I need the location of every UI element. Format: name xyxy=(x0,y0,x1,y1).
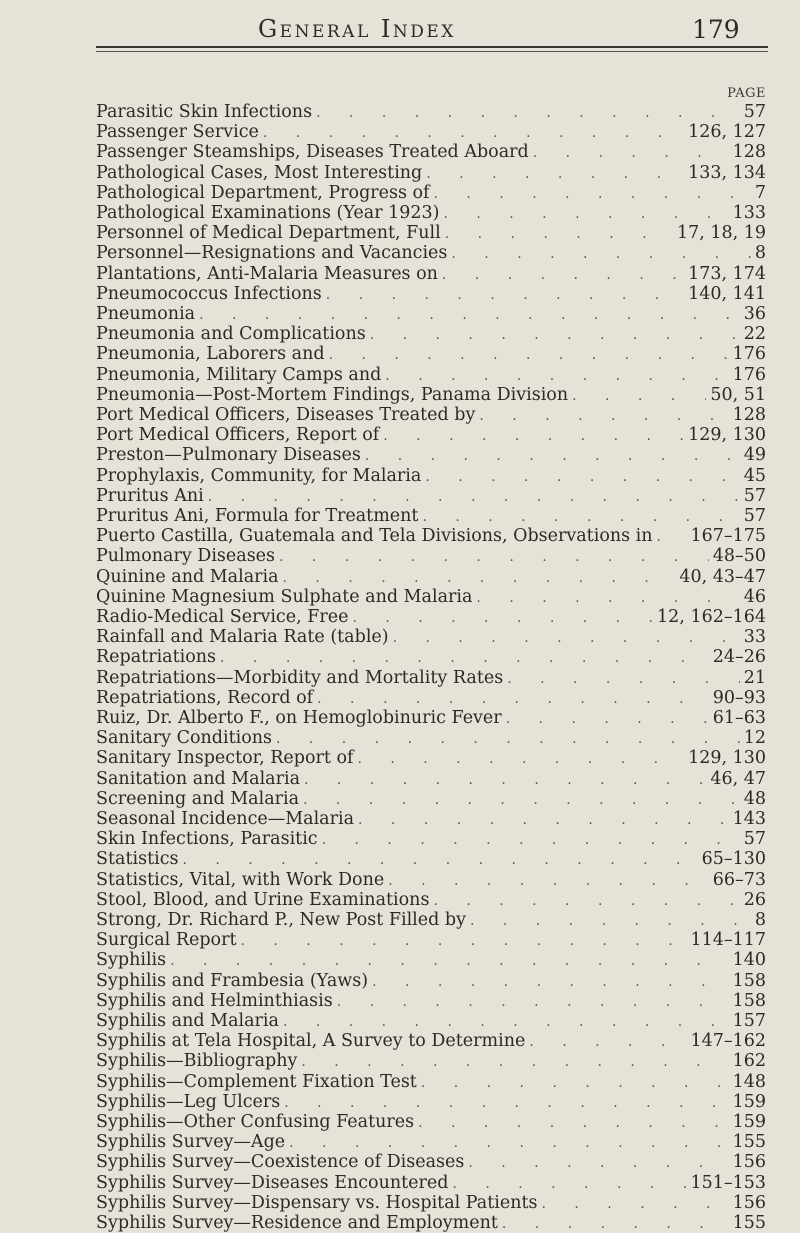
dot-leader xyxy=(170,951,728,970)
index-entry xyxy=(96,304,766,324)
index-entry xyxy=(96,1152,766,1172)
index-entry-term: Pneumonia, Military Camps and xyxy=(96,364,382,385)
index-entry-term: Syphilis at Tela Hospital, A Survey to Determine xyxy=(96,1031,526,1052)
index-entry-term: Syphilis Survey—Diseases Encountered xyxy=(96,1172,449,1193)
index-entry-page: 162 xyxy=(732,1051,766,1072)
index-entry-term: Syphilis Survey—Residence and Employment xyxy=(96,1213,498,1233)
index-entry-page: 24–26 xyxy=(712,647,766,668)
index-entry-term: Rainfall and Malaria Rate (table) xyxy=(96,627,389,648)
index-entry xyxy=(96,365,766,385)
index-entry-term: Pneumococcus Infections xyxy=(96,283,322,304)
dot-leader xyxy=(426,164,684,183)
index-entry-term: Skin Infections, Parasitic xyxy=(96,829,318,850)
index-entry-page: 7 xyxy=(754,182,766,203)
index-entry-page: 143 xyxy=(732,809,766,829)
index-entry-page: 45 xyxy=(743,465,766,486)
index-entry xyxy=(96,607,766,627)
index-entry-page: 57 xyxy=(743,506,766,526)
dot-leader xyxy=(284,1093,728,1112)
dot-leader xyxy=(357,749,684,768)
index-entry xyxy=(96,526,766,546)
index-entry-page: 22 xyxy=(743,324,766,345)
dot-leader xyxy=(433,891,739,910)
index-entry-page: 148 xyxy=(732,1071,766,1092)
index-entry-term: Port Medical Officers, Diseases Treated by xyxy=(96,405,476,425)
index-entry-term: Parasitic Skin Infections xyxy=(96,102,313,122)
dot-leader xyxy=(393,628,740,647)
page-header xyxy=(0,0,800,80)
index-entry-page: 26 xyxy=(743,889,766,910)
index-entry xyxy=(96,1031,766,1051)
dot-leader xyxy=(451,244,750,263)
index-entry-term: Syphilis and Helminthiasis xyxy=(96,990,333,1011)
dot-leader xyxy=(470,911,751,930)
index-entry-term: Pneumonia—Post-Mortem Findings, Panama Division xyxy=(96,384,569,405)
index-entry xyxy=(96,1072,766,1092)
index-entry-page: 176 xyxy=(732,344,766,365)
dot-leader xyxy=(365,446,740,465)
index-entry-page: 65–130 xyxy=(701,849,766,870)
index-entry xyxy=(96,769,766,789)
index-entry xyxy=(96,405,766,425)
index-entry-page: 151–153 xyxy=(690,1172,766,1193)
index-entry xyxy=(96,1213,766,1233)
index-entry-page: 57 xyxy=(743,829,766,850)
index-entry-page: 50, 51 xyxy=(710,384,766,405)
index-entry-page: 114–117 xyxy=(690,930,766,951)
index-entry-term: Repatriations—Morbidity and Mortality Rates xyxy=(96,667,504,688)
index-entry xyxy=(96,425,766,445)
dot-leader xyxy=(304,770,706,789)
index-entry-page: 36 xyxy=(743,304,766,324)
index-entry-page: 176 xyxy=(732,364,766,385)
index-entry-page: 57 xyxy=(743,102,766,122)
dot-leader xyxy=(182,850,697,869)
index-entry-term: Stool, Blood, and Urine Examinations xyxy=(96,889,430,910)
dot-leader xyxy=(241,931,687,950)
index-entry-term: Screening and Malaria xyxy=(96,788,300,809)
index-entry-page: 156 xyxy=(732,1152,766,1173)
index-entry-page: 128 xyxy=(732,405,766,425)
dot-leader xyxy=(317,689,709,708)
dot-leader xyxy=(572,386,706,405)
index-entry xyxy=(96,627,766,647)
index-entry-term: Seasonal Incidence—Malaria xyxy=(96,809,355,829)
dot-leader xyxy=(358,810,729,829)
index-entry-page: 159 xyxy=(732,1112,766,1132)
index-entry xyxy=(96,203,766,223)
index-entry xyxy=(96,1173,766,1193)
index-entry-term: Quinine and Malaria xyxy=(96,566,279,587)
index-entry-page: 46 xyxy=(743,586,766,607)
index-entry xyxy=(96,829,766,849)
index-entry-page: 129, 130 xyxy=(688,425,766,446)
index-entry-term: Strong, Dr. Richard P., New Post Filled by xyxy=(96,910,466,930)
index-entry-term: Personnel of Medical Department, Full xyxy=(96,223,441,244)
index-entry-term: Syphilis Survey—Age xyxy=(96,1132,286,1153)
dot-leader xyxy=(533,143,729,162)
index-entry-page: 17, 18, 19 xyxy=(676,223,766,244)
dot-leader xyxy=(657,527,687,546)
dot-leader xyxy=(283,1012,729,1031)
index-entry-page: 61–63 xyxy=(712,708,766,728)
index-entry-term: Syphilis and Malaria xyxy=(96,1011,279,1031)
dot-leader xyxy=(418,1113,729,1132)
dot-leader xyxy=(542,1194,729,1213)
dot-leader xyxy=(507,669,739,688)
index-entry xyxy=(96,445,766,465)
page-column-label: PAGE xyxy=(727,86,766,101)
dot-leader xyxy=(372,972,729,991)
index-entry xyxy=(96,587,766,607)
dot-leader xyxy=(445,224,673,243)
dot-leader xyxy=(370,325,740,344)
index-entry-term: Syphilis—Bibliography xyxy=(96,1051,298,1072)
dot-leader xyxy=(421,1073,729,1092)
index-entry-page: 48–50 xyxy=(712,546,766,567)
dot-leader xyxy=(385,366,728,385)
index-entry-page: 128 xyxy=(732,142,766,163)
index-entry-page: 173, 174 xyxy=(688,263,766,284)
index-entry-term: Syphilis—Complement Fixation Test xyxy=(96,1071,417,1092)
index-entry-term: Plantations, Anti-Malaria Measures on xyxy=(96,263,438,284)
index-entry-page: 12 xyxy=(743,728,766,749)
dot-leader xyxy=(322,830,740,849)
dot-leader xyxy=(326,285,684,304)
index-entry xyxy=(96,344,766,364)
index-entry-page: 12, 162–164 xyxy=(657,607,766,627)
index-entry xyxy=(96,567,766,587)
index-entry-page: 167–175 xyxy=(690,526,766,547)
index-entry xyxy=(96,910,766,930)
index-entry-page: 8 xyxy=(754,243,766,264)
dot-leader xyxy=(383,426,684,445)
index-entry-page: 133 xyxy=(732,203,766,223)
index-entry xyxy=(96,789,766,809)
index-entry-term: Radio-Medical Service, Free xyxy=(96,607,349,627)
index-entry-page: 46, 47 xyxy=(710,768,766,789)
dot-leader xyxy=(276,729,740,748)
index-entry-term: Sanitary Inspector, Report of xyxy=(96,748,354,769)
index-entry-page: 156 xyxy=(732,1192,766,1213)
index-entry-term: Sanitation and Malaria xyxy=(96,768,301,789)
index-entry-term: Preston—Pulmonary Diseases xyxy=(96,445,361,466)
index-entry-page: 49 xyxy=(743,445,766,466)
index-entry xyxy=(96,950,766,970)
dot-leader xyxy=(425,467,739,486)
index-entry-term: Ruiz, Dr. Alberto F., on Hemoglobinuric Fever xyxy=(96,708,502,728)
index-entry xyxy=(96,991,766,1011)
index-entry-term: Pathological Department, Progress of xyxy=(96,182,430,203)
index-entry xyxy=(96,142,766,162)
index-entry-term: Repatriations xyxy=(96,647,217,668)
index-entry xyxy=(96,506,766,526)
index-entry xyxy=(96,748,766,768)
index-entry-term: Pathological Examinations (Year 1923) xyxy=(96,203,440,223)
index-entry xyxy=(96,284,766,304)
index-entry xyxy=(96,1051,766,1071)
index-entry-page: 90–93 xyxy=(712,687,766,708)
index-entry xyxy=(96,1011,766,1031)
index-entry xyxy=(96,870,766,890)
index-entry-page: 40, 43–47 xyxy=(679,566,766,587)
dot-leader xyxy=(283,568,676,587)
index-entry-page: 66–73 xyxy=(712,869,766,890)
index-entry xyxy=(96,102,766,122)
dot-leader xyxy=(434,184,751,203)
index-entry xyxy=(96,486,766,506)
index-entry-page: 140, 141 xyxy=(688,283,766,304)
index-entry-page: 8 xyxy=(754,910,766,930)
index-entry xyxy=(96,668,766,688)
index-entry-term: Pulmonary Diseases xyxy=(96,546,276,567)
dot-leader xyxy=(479,406,728,425)
dot-leader xyxy=(199,305,740,324)
index-entry xyxy=(96,385,766,405)
page-number: 179 xyxy=(692,15,740,44)
index-entry-term: Pneumonia and Complications xyxy=(96,324,366,345)
index-entry-page: 140 xyxy=(732,950,766,971)
index-entry-page: 126, 127 xyxy=(688,122,766,143)
index-entry xyxy=(96,163,766,183)
dot-leader xyxy=(329,345,729,364)
index-entry-page: 157 xyxy=(732,1011,766,1031)
index-entry-page: 159 xyxy=(732,1091,766,1112)
index-entry-term: Port Medical Officers, Report of xyxy=(96,425,380,446)
dot-leader xyxy=(388,871,708,890)
index-entry xyxy=(96,688,766,708)
running-title: General Index xyxy=(258,15,456,43)
index-entry-page: 147–162 xyxy=(690,1031,766,1052)
dot-leader xyxy=(289,1133,728,1152)
index-entry xyxy=(96,809,766,829)
index-entry-term: Repatriations, Record of xyxy=(96,687,314,708)
index-entry xyxy=(96,1193,766,1213)
index-entry-page: 21 xyxy=(743,667,766,688)
dot-leader xyxy=(422,507,739,526)
dot-leader xyxy=(208,487,740,506)
index-entry xyxy=(96,122,766,142)
index-entry-term: Personnel—Resignations and Vacancies xyxy=(96,243,448,264)
index-entry-page: 133, 134 xyxy=(688,162,766,183)
index-entry xyxy=(96,264,766,284)
index-entry xyxy=(96,708,766,728)
index-entry-term: Statistics xyxy=(96,849,179,870)
index-entry-page: 48 xyxy=(743,788,766,809)
index-entry-term: Pruritus Ani, Formula for Treatment xyxy=(96,506,419,526)
index-entry-page: 158 xyxy=(732,970,766,991)
dot-leader xyxy=(452,1174,686,1193)
index-entry-page: 57 xyxy=(743,485,766,506)
index-entry xyxy=(96,728,766,748)
index-entry xyxy=(96,1112,766,1132)
index-entry-term: Syphilis Survey—Dispensary vs. Hospital Patients xyxy=(96,1192,538,1213)
index-entry-term: Pathological Cases, Most Interesting xyxy=(96,162,423,183)
dot-leader xyxy=(506,709,709,728)
index-entry-term: Syphilis xyxy=(96,950,167,971)
index-entry xyxy=(96,1092,766,1112)
index-entry xyxy=(96,849,766,869)
index-entry-term: Syphilis and Frambesia (Yaws) xyxy=(96,970,369,991)
index-entry-term: Passenger Steamships, Diseases Treated Aboard xyxy=(96,142,529,163)
index-entry-term: Sanitary Conditions xyxy=(96,728,272,749)
header-rule-thick xyxy=(96,46,768,48)
dot-leader xyxy=(337,992,729,1011)
dot-leader xyxy=(263,123,684,142)
index-entry xyxy=(96,647,766,667)
index-entry-page: 158 xyxy=(732,990,766,1011)
index-entry xyxy=(96,223,766,243)
index-entry xyxy=(96,1132,766,1152)
index-entry-term: Pruritus Ani xyxy=(96,485,204,506)
dot-leader xyxy=(301,1052,728,1071)
index-entry-page: 33 xyxy=(743,627,766,648)
index-entry xyxy=(96,971,766,991)
index-entry-term: Surgical Report xyxy=(96,930,237,951)
index-entry-page: 129, 130 xyxy=(688,748,766,769)
header-rule-thin xyxy=(96,51,768,52)
index-entry-page: 155 xyxy=(732,1132,766,1153)
dot-leader xyxy=(468,1153,728,1172)
dot-leader xyxy=(303,790,740,809)
dot-leader xyxy=(352,608,653,627)
index-entry xyxy=(96,546,766,566)
index-entry-term: Syphilis Survey—Coexistence of Diseases xyxy=(96,1152,465,1173)
dot-leader xyxy=(502,1214,729,1233)
dot-leader xyxy=(316,103,740,122)
index-entry-term: Syphilis—Leg Ulcers xyxy=(96,1091,281,1112)
index-entry-term: Quinine Magnesium Sulphate and Malaria xyxy=(96,586,473,607)
dot-leader xyxy=(442,265,684,284)
index-entry-term: Statistics, Vital, with Work Done xyxy=(96,869,385,890)
index-entry xyxy=(96,324,766,344)
index-entry xyxy=(96,183,766,203)
dot-leader xyxy=(529,1032,686,1051)
index-entry-term: Passenger Service xyxy=(96,122,259,143)
index-entry-term: Pneumonia xyxy=(96,304,196,324)
dot-leader xyxy=(476,588,739,607)
index-entry xyxy=(96,890,766,910)
dot-leader xyxy=(443,204,728,223)
index-entry xyxy=(96,466,766,486)
index-entry-page: 155 xyxy=(732,1213,766,1233)
dot-leader xyxy=(220,648,709,667)
index-entry xyxy=(96,243,766,263)
index-entry-term: Puerto Castilla, Guatemala and Tela Divisions, Observations in xyxy=(96,526,653,547)
index-entry-term: Pneumonia, Laborers and xyxy=(96,344,325,365)
index-entry-term: Syphilis—Other Confusing Features xyxy=(96,1112,415,1132)
index-entry-term: Prophylaxis, Community, for Malaria xyxy=(96,465,422,486)
dot-leader xyxy=(279,547,709,566)
index-entry xyxy=(96,930,766,950)
